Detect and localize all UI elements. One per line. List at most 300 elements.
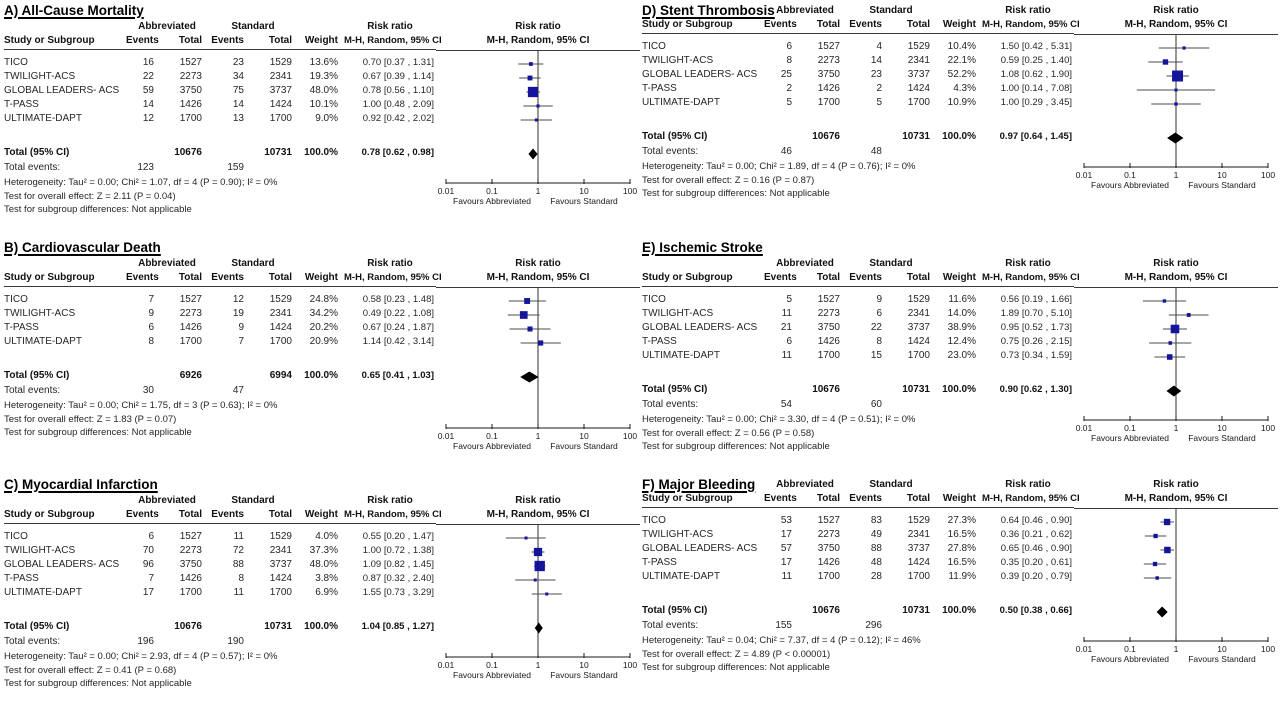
- study-name: TWILIGHT-ACS: [4, 71, 76, 82]
- total-diamond: [535, 622, 543, 633]
- column-header-std-events: Events: [211, 35, 244, 46]
- std-events: 5: [876, 97, 882, 108]
- abbr-events: 16: [142, 57, 154, 68]
- abbr-events: 6: [786, 336, 792, 347]
- study-risk-ratio-ci: 0.78 [0.56 , 1.10]: [362, 85, 434, 96]
- favours-right-label: Favours Standard: [550, 440, 618, 451]
- total-events-spacer: [160, 160, 208, 176]
- study-name: TWILIGHT-ACS: [4, 308, 76, 319]
- column-header-weight: Weight: [304, 35, 338, 46]
- table-header: [4, 20, 442, 50]
- study-name: GLOBAL LEADERS- ACS: [642, 543, 758, 554]
- total-risk-ratio-ci: 0.90 [0.62 , 1.30]: [999, 384, 1072, 395]
- plot-header-method: M-H, Random, 95% CI: [486, 509, 590, 520]
- abbr-total: 1700: [179, 113, 202, 124]
- plot-header-method: M-H, Random, 95% CI: [1124, 493, 1228, 504]
- total-events-abbr: 196: [137, 636, 154, 647]
- axis-tick-label: 10: [579, 659, 589, 670]
- axis-tick-label: 0.01: [1075, 169, 1093, 180]
- favours-right-label: Favours Standard: [1188, 179, 1256, 190]
- total-weight: 100.0%: [304, 621, 338, 632]
- header-spacer: [936, 478, 982, 491]
- overall-effect-text: Test for overall effect: Z = 0.56 (P = 0.58): [642, 427, 815, 439]
- abbr-total: 1527: [817, 41, 840, 52]
- total-events-spacer: [160, 634, 208, 650]
- total-events-abbr: 46: [780, 146, 792, 157]
- column-header-abbr-events: Events: [126, 509, 159, 520]
- std-total: 1529: [269, 57, 292, 68]
- abbr-total: 2273: [817, 529, 840, 540]
- std-total: 1529: [907, 294, 930, 305]
- study-risk-ratio-ci: 0.55 [0.20 , 1.47]: [362, 531, 434, 542]
- heterogeneity-text: Heterogeneity: Tau² = 0.00; Chi² = 3.30, df = 4 (P = 0.51); I² = 0%: [642, 414, 916, 425]
- panel-title: C) Myocardial Infarction: [4, 477, 158, 492]
- abbr-total: 3750: [179, 559, 202, 570]
- study-marker: [1164, 546, 1170, 552]
- total-std-total: 10731: [264, 621, 292, 632]
- header-spacer: [298, 20, 344, 33]
- row-spacer: [4, 349, 436, 369]
- column-group-abbreviated: Abbreviated: [138, 495, 196, 506]
- forest-panel-B: [4, 240, 642, 477]
- total-events-std: 47: [232, 385, 244, 396]
- axis-tick-label: 100: [622, 430, 638, 441]
- abbr-events: 12: [142, 113, 154, 124]
- column-header-abbr-total: Total: [178, 272, 202, 283]
- total-events-label: Total events:: [642, 146, 699, 157]
- std-total: 1424: [269, 322, 292, 333]
- std-events: 22: [870, 322, 882, 333]
- study-name: GLOBAL LEADERS- ACS: [642, 322, 758, 333]
- overall-effect-text: Test for overall effect: Z = 1.83 (P = 0.07): [4, 413, 177, 425]
- abbr-events: 9: [148, 308, 154, 319]
- axis-tick-label: 10: [579, 430, 589, 441]
- row-spacer: [642, 110, 1074, 130]
- study-risk-ratio-ci: 1.09 [0.82 , 1.45]: [362, 559, 434, 570]
- total-row-spacer: [764, 130, 798, 144]
- header-spacer: [642, 478, 764, 491]
- std-total: 2341: [269, 71, 292, 82]
- study-marker: [1163, 299, 1166, 302]
- column-header-method: M-H, Random, 95% CI: [344, 509, 442, 520]
- study-name: GLOBAL LEADERS- ACS: [642, 69, 758, 80]
- axis-tick-label: 1: [1173, 169, 1179, 180]
- total-row-label: Total (95% CI): [4, 370, 70, 381]
- study-weight: 11.6%: [948, 294, 976, 305]
- axis-tick-label: 100: [1260, 169, 1276, 180]
- plot-header: [436, 20, 640, 51]
- figure-right-column: [642, 3, 1280, 714]
- panel-title: B) Cardiovascular Death: [4, 240, 161, 255]
- column-header-std-total: Total: [906, 272, 930, 283]
- study-weight: 4.3%: [953, 83, 976, 94]
- total-row-label: Total (95% CI): [4, 621, 70, 632]
- std-events: 6: [876, 308, 882, 319]
- std-total: 1700: [269, 587, 292, 598]
- study-weight: 52.2%: [947, 69, 976, 80]
- row-spacer: [642, 363, 1074, 383]
- plot-header: [436, 494, 640, 525]
- total-abbr-total: 10676: [174, 621, 202, 632]
- study-name: TWILIGHT-ACS: [642, 308, 714, 319]
- study-risk-ratio-ci: 0.73 [0.34 , 1.59]: [1000, 350, 1072, 361]
- study-risk-ratio-ci: 0.56 [0.19 , 1.66]: [1000, 294, 1072, 305]
- column-group-standard: Standard: [231, 495, 275, 506]
- forest-plot-column: [436, 20, 640, 217]
- total-events-std: 296: [865, 620, 882, 631]
- std-total: 1424: [907, 336, 930, 347]
- axis-tick-label: 0.1: [1124, 422, 1136, 433]
- study-name: T-PASS: [4, 99, 39, 110]
- study-risk-ratio-ci: 0.67 [0.24 , 1.87]: [362, 322, 434, 333]
- total-diamond: [1167, 132, 1183, 143]
- axis-tick-label: 10: [1217, 169, 1227, 180]
- study-marker: [525, 536, 528, 539]
- std-events: 72: [232, 545, 244, 556]
- study-weight: 20.9%: [309, 336, 338, 347]
- forest-plot-column: [1074, 478, 1278, 675]
- forest-panel-C: [4, 477, 642, 714]
- panel-body: [4, 494, 642, 691]
- table-rows: [642, 287, 1074, 454]
- column-header-abbr-total: Total: [816, 272, 840, 283]
- std-total: 1700: [907, 350, 930, 361]
- std-events: 8: [876, 336, 882, 347]
- total-row-label: Total (95% CI): [642, 131, 708, 142]
- study-marker: [534, 547, 542, 555]
- axis-tick-label: 100: [622, 659, 638, 670]
- total-row-spacer: [208, 620, 250, 634]
- study-name: ULTIMATE-DAPT: [642, 571, 720, 582]
- table-header: [642, 4, 1080, 34]
- study-marker: [538, 340, 543, 345]
- abbr-total: 1527: [817, 515, 840, 526]
- study-risk-ratio-ci: 0.49 [0.22 , 1.08]: [362, 308, 434, 319]
- plot-header-risk-ratio: Risk ratio: [1153, 479, 1199, 490]
- std-total: 3737: [269, 85, 292, 96]
- plot-header: [1074, 4, 1278, 35]
- subgroup-differences-text: Test for subgroup differences: Not applicable: [4, 427, 192, 438]
- study-marker: [534, 578, 537, 581]
- axis-tick-label: 1: [535, 185, 541, 196]
- study-weight: 27.3%: [947, 515, 976, 526]
- plot-header: [1074, 257, 1278, 288]
- abbr-total: 3750: [817, 69, 840, 80]
- total-std-total: 10731: [902, 384, 930, 395]
- column-group-abbreviated: Abbreviated: [776, 5, 834, 16]
- overall-effect-text: Test for overall effect: Z = 0.41 (P = 0.68): [4, 664, 177, 676]
- std-events: 34: [232, 71, 244, 82]
- total-events-abbr: 30: [142, 385, 154, 396]
- column-group-standard: Standard: [869, 258, 913, 269]
- study-marker: [1164, 518, 1170, 524]
- study-table: [4, 257, 442, 454]
- plot-header-risk-ratio: Risk ratio: [1153, 258, 1199, 269]
- abbr-events: 6: [148, 322, 154, 333]
- study-weight: 16.5%: [947, 529, 976, 540]
- panel-title: A) All-Cause Mortality: [4, 3, 144, 18]
- study-marker: [1171, 324, 1180, 333]
- total-events-spacer: [798, 397, 846, 413]
- total-row-spacer: [764, 604, 798, 618]
- study-table: [4, 494, 442, 691]
- std-total: 1529: [907, 515, 930, 526]
- header-spacer: [936, 4, 982, 17]
- forest-plot-svg: [1074, 35, 1278, 193]
- study-weight: 9.0%: [315, 113, 338, 124]
- study-weight: 24.8%: [309, 294, 338, 305]
- total-events-std: 48: [870, 146, 882, 157]
- study-risk-ratio-ci: 0.92 [0.42 , 2.02]: [362, 113, 434, 124]
- total-risk-ratio-ci: 0.78 [0.62 , 0.98]: [361, 147, 434, 158]
- axis-tick-label: 0.01: [1075, 422, 1093, 433]
- heterogeneity-text: Heterogeneity: Tau² = 0.04; Chi² = 7.37, df = 4 (P = 0.12); I² = 46%: [642, 635, 921, 646]
- total-events-abbr: 123: [137, 162, 154, 173]
- column-header-weight: Weight: [304, 509, 338, 520]
- column-header-risk-ratio: Risk ratio: [367, 495, 413, 506]
- study-marker: [1183, 46, 1186, 49]
- row-spacer: [4, 126, 436, 146]
- std-events: 9: [876, 294, 882, 305]
- forest-panel-E: [642, 240, 1280, 477]
- std-total: 2341: [907, 529, 930, 540]
- abbr-events: 22: [142, 71, 154, 82]
- study-marker: [535, 118, 538, 121]
- std-events: 14: [232, 99, 244, 110]
- abbr-total: 1700: [817, 97, 840, 108]
- study-name: T-PASS: [642, 83, 677, 94]
- study-name: TICO: [642, 515, 666, 526]
- study-weight: 22.1%: [947, 55, 976, 66]
- std-total: 1700: [269, 336, 292, 347]
- abbr-events: 59: [142, 85, 154, 96]
- std-total: 2341: [907, 55, 930, 66]
- std-events: 11: [233, 531, 244, 542]
- column-header-std-events: Events: [211, 509, 244, 520]
- column-header-std-events: Events: [849, 493, 882, 504]
- abbr-total: 1527: [179, 531, 202, 542]
- std-total: 3737: [269, 559, 292, 570]
- favours-left-label: Favours Abbreviated: [453, 440, 531, 451]
- study-name: TICO: [642, 41, 666, 52]
- study-risk-ratio-ci: 1.00 [0.48 , 2.09]: [362, 99, 434, 110]
- study-name: ULTIMATE-DAPT: [642, 97, 720, 108]
- total-weight: 100.0%: [304, 370, 338, 381]
- study-risk-ratio-ci: 0.59 [0.25 , 1.40]: [1000, 55, 1072, 66]
- std-events: 7: [238, 336, 244, 347]
- total-events-spacer: [798, 618, 846, 634]
- column-header-study: Study or Subgroup: [642, 272, 733, 283]
- total-events-std: 60: [870, 399, 882, 410]
- study-weight: 10.9%: [947, 97, 976, 108]
- total-row-spacer: [208, 369, 250, 383]
- abbr-total: 1426: [817, 336, 840, 347]
- std-total: 3737: [907, 322, 930, 333]
- column-header-study: Study or Subgroup: [642, 493, 733, 504]
- study-marker: [1167, 354, 1173, 360]
- std-events: 15: [870, 350, 882, 361]
- table-rows: [4, 50, 436, 217]
- axis-tick-label: 10: [579, 185, 589, 196]
- column-header-method: M-H, Random, 95% CI: [982, 272, 1080, 283]
- study-table: [642, 4, 1080, 201]
- study-weight: 12.4%: [947, 336, 976, 347]
- abbr-events: 53: [780, 515, 792, 526]
- forest-plot-svg: [436, 525, 640, 683]
- abbr-events: 2: [786, 83, 792, 94]
- abbr-total: 2273: [179, 308, 202, 319]
- axis-tick-label: 1: [1173, 422, 1179, 433]
- plot-header-method: M-H, Random, 95% CI: [486, 272, 590, 283]
- std-total: 3737: [907, 543, 930, 554]
- std-events: 11: [233, 587, 244, 598]
- study-weight: 20.2%: [309, 322, 338, 333]
- table-rows: [642, 508, 1074, 675]
- total-events-label: Total events:: [642, 399, 699, 410]
- table-rows: [4, 287, 436, 440]
- column-header-study: Study or Subgroup: [4, 272, 95, 283]
- total-abbr-total: 10676: [812, 605, 840, 616]
- column-header-risk-ratio: Risk ratio: [1005, 258, 1051, 269]
- total-row-label: Total (95% CI): [642, 384, 708, 395]
- plot-header-risk-ratio: Risk ratio: [515, 495, 561, 506]
- table-header: [642, 257, 1080, 287]
- total-weight: 100.0%: [942, 131, 976, 142]
- axis-tick-label: 0.1: [486, 659, 498, 670]
- study-weight: 27.8%: [947, 543, 976, 554]
- plot-header: [1074, 478, 1278, 509]
- column-header-method: M-H, Random, 95% CI: [344, 272, 442, 283]
- study-risk-ratio-ci: 0.75 [0.26 , 2.15]: [1000, 336, 1072, 347]
- favours-left-label: Favours Abbreviated: [453, 669, 531, 680]
- column-group-standard: Standard: [231, 258, 275, 269]
- axis-tick-label: 1: [535, 659, 541, 670]
- study-risk-ratio-ci: 0.95 [0.52 , 1.73]: [1000, 322, 1072, 333]
- study-risk-ratio-ci: 1.00 [0.72 , 1.38]: [362, 545, 434, 556]
- study-name: TWILIGHT-ACS: [4, 545, 76, 556]
- study-marker: [1174, 102, 1177, 105]
- study-risk-ratio-ci: 1.00 [0.14 , 7.08]: [1000, 83, 1072, 94]
- total-risk-ratio-ci: 0.65 [0.41 , 1.03]: [361, 370, 434, 381]
- std-total: 1700: [269, 113, 292, 124]
- study-weight: 6.9%: [315, 587, 338, 598]
- column-header-std-events: Events: [849, 19, 882, 30]
- column-group-abbreviated: Abbreviated: [776, 479, 834, 490]
- forest-panel-D: [642, 3, 1280, 240]
- std-events: 83: [870, 515, 882, 526]
- abbr-total: 1426: [179, 573, 202, 584]
- favours-right-label: Favours Standard: [550, 195, 618, 206]
- std-total: 1424: [269, 99, 292, 110]
- column-header-method: M-H, Random, 95% CI: [982, 19, 1080, 30]
- std-events: 2: [876, 83, 882, 94]
- favours-left-label: Favours Abbreviated: [1091, 653, 1169, 664]
- std-total: 3737: [907, 69, 930, 80]
- forest-plot-svg: [1074, 509, 1278, 667]
- abbr-total: 3750: [179, 85, 202, 96]
- abbr-events: 6: [786, 41, 792, 52]
- header-spacer: [4, 257, 126, 270]
- panel-body: [4, 257, 642, 454]
- plot-header-method: M-H, Random, 95% CI: [1124, 19, 1228, 30]
- study-name: T-PASS: [642, 336, 677, 347]
- abbr-total: 3750: [817, 543, 840, 554]
- study-name: T-PASS: [4, 573, 39, 584]
- axis-tick-label: 0.01: [437, 185, 455, 196]
- study-risk-ratio-ci: 1.00 [0.29 , 3.45]: [1000, 97, 1072, 108]
- total-diamond: [520, 371, 538, 382]
- study-weight: 10.1%: [309, 99, 338, 110]
- favours-left-label: Favours Abbreviated: [1091, 432, 1169, 443]
- study-name: ULTIMATE-DAPT: [4, 336, 82, 347]
- table-header: [4, 494, 442, 524]
- column-header-abbr-events: Events: [764, 272, 797, 283]
- std-events: 14: [870, 55, 882, 66]
- study-risk-ratio-ci: 0.64 [0.46 , 0.90]: [1000, 515, 1072, 526]
- column-group-standard: Standard: [869, 479, 913, 490]
- std-total: 1424: [907, 83, 930, 94]
- panel-title: D) Stent Thrombosis: [642, 3, 775, 18]
- plot-header-method: M-H, Random, 95% CI: [486, 35, 590, 46]
- column-header-study: Study or Subgroup: [4, 509, 95, 520]
- study-name: T-PASS: [4, 322, 39, 333]
- study-risk-ratio-ci: 0.36 [0.21 , 0.62]: [1000, 529, 1072, 540]
- column-header-method: M-H, Random, 95% CI: [344, 35, 442, 46]
- abbr-events: 8: [148, 336, 154, 347]
- study-name: ULTIMATE-DAPT: [4, 587, 82, 598]
- favours-right-label: Favours Standard: [1188, 653, 1256, 664]
- study-risk-ratio-ci: 1.08 [0.62 , 1.90]: [1000, 69, 1072, 80]
- study-marker: [520, 311, 528, 319]
- favours-right-label: Favours Standard: [1188, 432, 1256, 443]
- study-risk-ratio-ci: 1.14 [0.42 , 3.14]: [362, 336, 434, 347]
- study-weight: 14.0%: [947, 308, 976, 319]
- total-events-label: Total events:: [4, 162, 61, 173]
- panel-title: F) Major Bleeding: [642, 477, 756, 492]
- std-events: 8: [238, 573, 244, 584]
- total-abbr-total: 10676: [174, 147, 202, 158]
- axis-tick-label: 0.1: [1124, 643, 1136, 654]
- study-risk-ratio-ci: 0.35 [0.20 , 0.61]: [1000, 557, 1072, 568]
- abbr-events: 11: [781, 571, 792, 582]
- plot-header-risk-ratio: Risk ratio: [515, 258, 561, 269]
- std-total: 2341: [269, 308, 292, 319]
- abbr-total: 1527: [179, 57, 202, 68]
- column-header-risk-ratio: Risk ratio: [367, 21, 413, 32]
- panel-body: [642, 4, 1280, 201]
- abbr-events: 21: [780, 322, 792, 333]
- total-events-abbr: 155: [775, 620, 792, 631]
- row-spacer: [4, 600, 436, 620]
- study-risk-ratio-ci: 0.58 [0.23 , 1.48]: [362, 294, 434, 305]
- axis-tick-label: 1: [1173, 643, 1179, 654]
- column-header-weight: Weight: [942, 19, 976, 30]
- axis-tick-label: 0.01: [437, 659, 455, 670]
- total-events-std: 190: [227, 636, 244, 647]
- std-events: 23: [870, 69, 882, 80]
- axis-tick-label: 0.1: [486, 430, 498, 441]
- abbr-events: 11: [781, 308, 792, 319]
- total-row-spacer: [846, 383, 888, 397]
- abbr-events: 14: [142, 99, 154, 110]
- std-total: 2341: [269, 545, 292, 556]
- favours-left-label: Favours Abbreviated: [1091, 179, 1169, 190]
- column-header-abbr-events: Events: [764, 19, 797, 30]
- abbr-events: 6: [148, 531, 154, 542]
- study-name: TICO: [4, 531, 28, 542]
- column-header-std-events: Events: [211, 272, 244, 283]
- axis-tick-label: 100: [1260, 422, 1276, 433]
